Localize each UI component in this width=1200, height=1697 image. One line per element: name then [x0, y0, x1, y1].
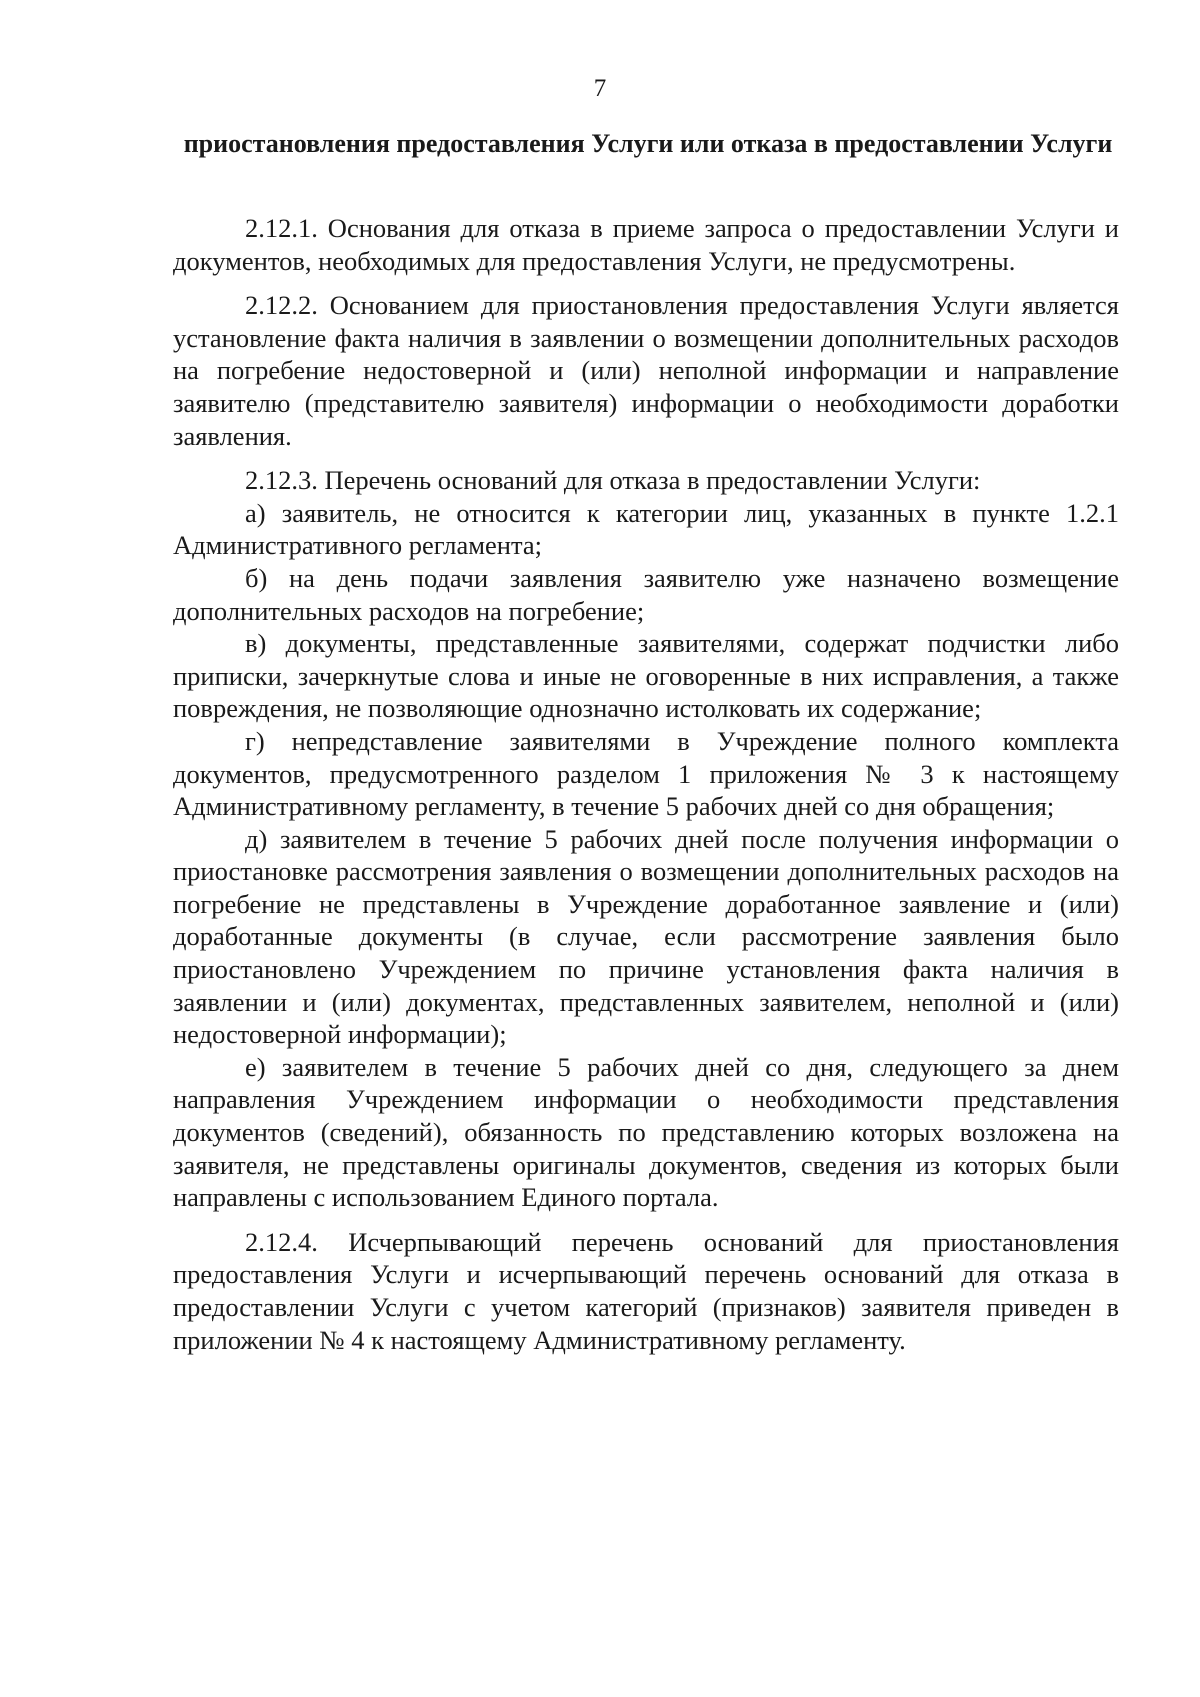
paragraph-2-12-2: 2.12.2. Основанием для приостановления предоставления Услуги является установление факта наличия в заявлении о возмещении дополнительных расходов на погребение недостоверной и (или) неполной информации и направление заявителю (представителю заявителя) информации о необходимости доработки заявления. [173, 290, 1119, 451]
list-item-d: д) заявителем в течение 5 рабочих дней после получения информации о приостановке рассмотрения заявления о возмещении дополнительных расходов на погребение не представлены в Учреждение доработанное заявление и (или) доработанные документы (в случае, если рассмотрение заявления было приостановлено Учреждением по причине установления факта наличия в заявлении и (или) документах, представленных заявителем, неполной и (или) недостоверной информации); [173, 823, 1119, 1050]
page-number: 7 [593, 75, 607, 102]
list-item-e: е) заявителем в течение 5 рабочих дней со дня, следующего за днем направления Учреждением информации о необходимости представления документов (сведений), обязанность по представлению которых возложена на заявителя, не представлены оригиналы документов, сведения из которых были направлены с использованием Единого портала. [173, 1051, 1119, 1213]
list-item-a: а) заявитель, не относится к категории лиц, указанных в пункте 1.2.1 Административного регламента; [173, 497, 1119, 561]
list-item-v: в) документы, представленные заявителями, содержат подчистки либо приписки, зачеркнутые слова и иные не оговоренные в них исправления, а также повреждения, не позволяющие однозначно истолковать их содержание; [173, 628, 1119, 724]
list-item-g: г) непредставление заявителями в Учреждение полного комплекта документов, предусмотренного разделом 1 приложения № 3 к настоящему Административному регламенту, в течение 5 рабочих дней со дня обращения; [173, 725, 1119, 822]
document-body [173, 212, 1119, 1356]
paragraph-2-12-3: 2.12.3. Перечень оснований для отказа в предоставлении Услуги: [245, 465, 981, 496]
paragraph-2-12-1: 2.12.1. Основания для отказа в приеме запроса о предоставлении Услуги и документов, необходимых для предоставления Услуги, не предусмотрены. [173, 213, 1119, 276]
section-heading: приостановления предоставления Услуги или отказа в предоставлении Услуги [183, 129, 1113, 158]
list-item-b: б) на день подачи заявления заявителю уже назначено возмещение дополнительных расходов на погребение; [173, 562, 1119, 626]
paragraph-2-12-4: 2.12.4. Исчерпывающий перечень оснований для приостановления предоставления Услуги и исчерпывающий перечень оснований для отказа в предоставлении Услуги с учетом категорий (признаков) заявителя приведен в приложении № 4 к настоящему Административному регламенту. [173, 1226, 1119, 1355]
